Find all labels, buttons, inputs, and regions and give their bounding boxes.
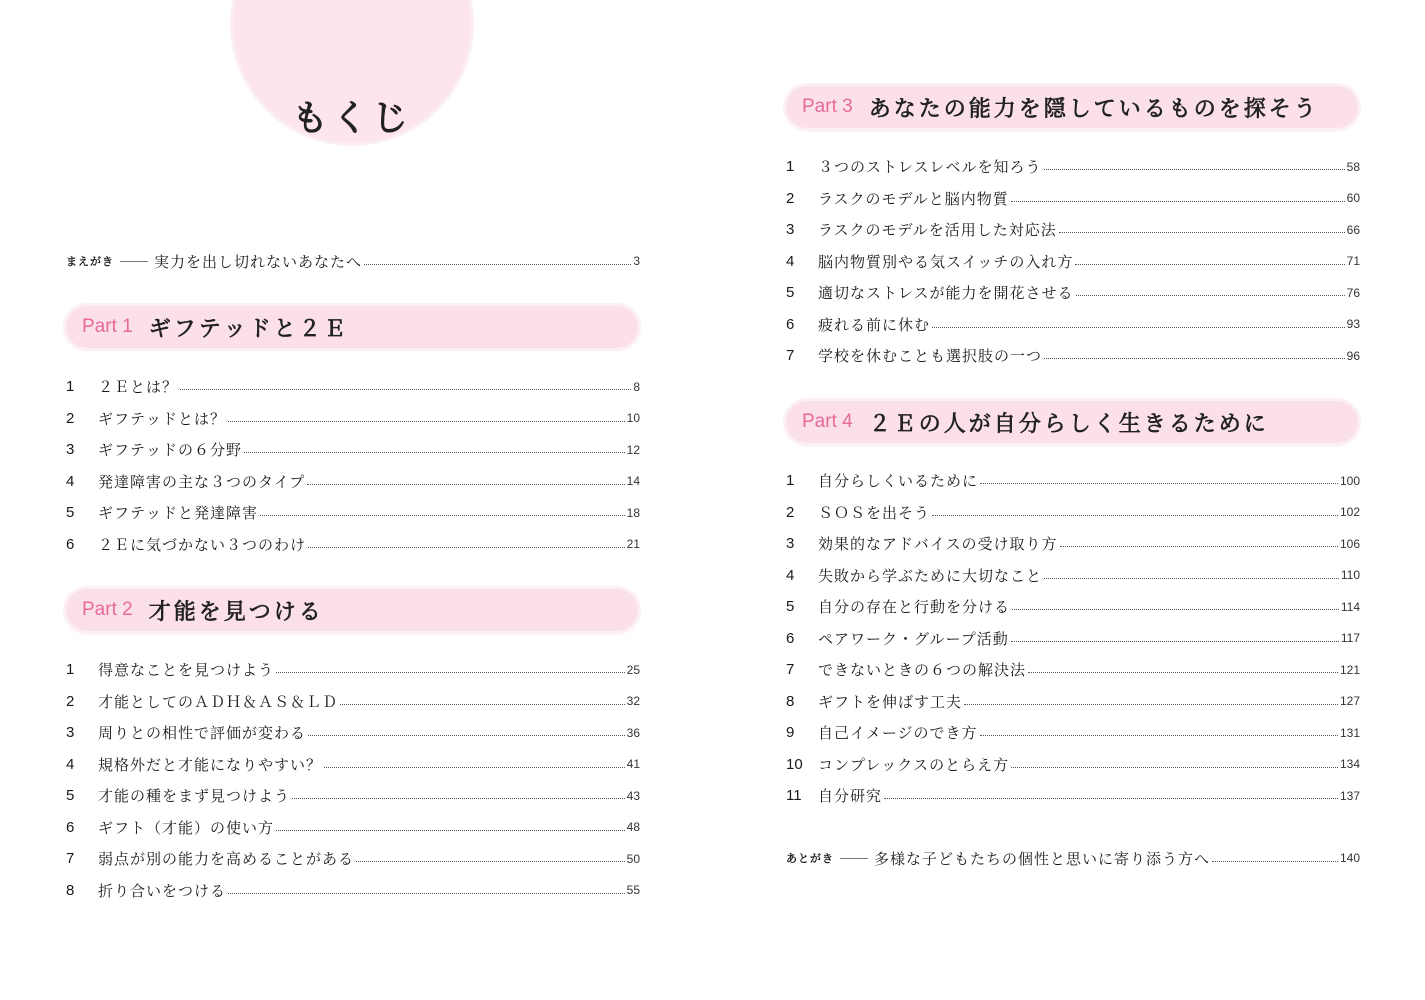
preface-entry[interactable]	[66, 250, 640, 272]
entry-title: 得意なことを見つけよう	[98, 661, 275, 680]
part-title: あなたの能力を隠しているものを探そう	[868, 96, 1319, 122]
entry-title: ラスクのモデルを活用した対応法	[818, 221, 1057, 240]
part-2-list	[66, 654, 640, 906]
part-1-list	[66, 371, 640, 560]
dot-leader	[1059, 232, 1345, 233]
dot-leader	[1076, 295, 1345, 296]
entry-title: 効果的なアドバイスの受け取り方	[818, 535, 1058, 554]
preface-title: 実力を出し切れないあなたへ	[154, 252, 363, 271]
entry-number: 6	[66, 535, 75, 553]
entry-number: 3	[66, 441, 75, 459]
toc-entry[interactable]	[786, 654, 1360, 686]
dot-leader	[1060, 546, 1338, 547]
dot-leader	[980, 483, 1338, 484]
dash-divider	[120, 261, 148, 262]
toc-entry[interactable]	[66, 875, 640, 907]
dot-leader	[276, 830, 625, 831]
entry-title: 才能の種をまず見つけよう	[98, 787, 291, 806]
afterword-tag: あとがき	[786, 852, 834, 865]
part-3-header[interactable]	[786, 86, 1358, 128]
entry-page: 14	[626, 474, 640, 489]
entry-number: 1	[66, 378, 75, 396]
entry-title: 自分らしくいるために	[818, 472, 979, 491]
entry-page: 43	[626, 788, 640, 803]
preface-page: 3	[633, 254, 640, 268]
afterword-entry[interactable]	[786, 847, 1360, 869]
entry-page: 96	[1346, 348, 1360, 363]
toc-entry[interactable]	[786, 151, 1360, 183]
toc-entry[interactable]	[786, 277, 1360, 309]
dot-leader	[260, 515, 625, 516]
preface-tag: まえがき	[66, 255, 114, 268]
entry-title: 学校を休むことも選択肢の一つ	[818, 347, 1043, 366]
entry-page: 18	[626, 505, 640, 520]
entry-page: 121	[1339, 662, 1360, 677]
entry-title: コンプレックスのとらえ方	[818, 755, 1010, 774]
entry-number: 7	[66, 850, 75, 868]
entry-number: 4	[66, 472, 75, 490]
entry-page: 131	[1339, 725, 1360, 740]
dot-leader	[1075, 264, 1344, 265]
entry-number: 1	[786, 472, 795, 490]
entry-number: 2	[786, 189, 795, 207]
entry-page: 21	[626, 537, 640, 552]
entry-page: 76	[1346, 285, 1360, 300]
entry-title: ラスクのモデルと脳内物質	[818, 189, 1009, 208]
dot-leader	[1011, 767, 1338, 768]
part-title: ギフテッドと２Ｅ	[148, 316, 349, 342]
entry-title: 折り合いをつける	[98, 881, 227, 900]
entry-number: 5	[66, 787, 75, 805]
toc-entry[interactable]	[786, 591, 1360, 623]
entry-title: 規格外だと才能になりやすい？	[98, 755, 323, 774]
entry-number: 10	[786, 755, 803, 773]
entry-page: 41	[626, 757, 640, 772]
toc-entry[interactable]	[66, 403, 640, 435]
entry-page: 110	[1340, 568, 1360, 583]
entry-title: 周りとの相性で評価が変わる	[98, 724, 307, 743]
dot-leader	[1028, 672, 1338, 673]
entry-number: 4	[786, 566, 795, 584]
entry-title: 脳内物質別やる気スイッチの入れ方	[818, 252, 1074, 271]
entry-number: 2	[786, 503, 795, 521]
toc-entry[interactable]	[66, 371, 640, 403]
entry-page: 50	[626, 851, 640, 866]
entry-page: 48	[626, 820, 640, 835]
entry-title: できないときの６つの解決法	[818, 661, 1027, 680]
entry-number: 2	[66, 409, 75, 427]
part-label: Part 2	[82, 599, 133, 620]
part-3-list	[786, 151, 1360, 372]
entry-number: 3	[66, 724, 75, 742]
part-2-header[interactable]	[66, 589, 638, 631]
part-title: ２Ｅの人が自分らしく生きるために	[868, 411, 1269, 437]
dot-leader	[1212, 861, 1338, 862]
dot-leader	[324, 767, 625, 768]
entry-title: ギフト（才能）の使い方	[98, 818, 275, 837]
entry-title: ギフテッドの６分野	[98, 441, 243, 460]
entry-number: 5	[786, 598, 795, 616]
dot-leader	[364, 264, 631, 265]
entry-number: 1	[786, 158, 795, 176]
entry-page: 58	[1346, 159, 1360, 174]
dot-leader	[1011, 201, 1345, 202]
toc-entry[interactable]	[786, 717, 1360, 749]
entry-page: 32	[626, 694, 640, 709]
entry-title: 自分の存在と行動を分ける	[818, 598, 1011, 617]
toc-entry[interactable]	[786, 528, 1360, 560]
page-title: もくじ	[291, 98, 412, 139]
entry-title: ＳＯＳを出そう	[818, 503, 931, 522]
entry-number: 9	[786, 724, 795, 742]
entry-title: ２Ｅとは？	[98, 378, 179, 397]
entry-page: 36	[626, 725, 640, 740]
entry-number: 6	[786, 629, 795, 647]
toc-entry[interactable]	[66, 529, 640, 561]
entry-number: 7	[786, 661, 795, 679]
entry-title: 適切なストレスが能力を開花させる	[818, 284, 1074, 303]
entry-number: 3	[786, 535, 795, 553]
entry-title: 自分研究	[818, 787, 883, 806]
entry-page: 71	[1346, 254, 1360, 269]
toc-entry[interactable]	[786, 749, 1360, 781]
entry-page: 25	[626, 662, 640, 677]
dot-leader	[308, 735, 625, 736]
dot-leader	[308, 547, 625, 548]
toc-entry[interactable]	[786, 183, 1360, 215]
dot-leader	[292, 798, 625, 799]
toc-entry[interactable]	[66, 434, 640, 466]
entry-page: 106	[1339, 536, 1360, 551]
dot-leader	[180, 389, 631, 390]
dot-leader	[276, 672, 625, 673]
toc-entry[interactable]	[66, 497, 640, 529]
entry-title: ３つのストレスレベルを知ろう	[818, 158, 1042, 177]
entry-page: 66	[1346, 222, 1360, 237]
toc-entry[interactable]	[66, 843, 640, 875]
dot-leader	[884, 798, 1338, 799]
dot-leader	[1012, 609, 1339, 610]
entry-number: 8	[66, 881, 75, 899]
dash-divider	[840, 858, 868, 859]
toc-entry[interactable]	[66, 780, 640, 812]
entry-page: 102	[1339, 505, 1360, 520]
entry-page: 114	[1340, 599, 1360, 614]
entry-number: 4	[66, 755, 75, 773]
entry-number: 4	[786, 252, 795, 270]
toc-entry[interactable]	[786, 497, 1360, 529]
entry-page: 10	[626, 411, 640, 426]
entry-page: 127	[1339, 694, 1360, 709]
entry-number: 7	[786, 347, 795, 365]
entry-page: 117	[1340, 631, 1360, 646]
entry-number: 6	[66, 818, 75, 836]
toc-entry[interactable]	[66, 812, 640, 844]
part-title: 才能を見つける	[148, 599, 324, 625]
entry-title: ギフテッドと発達障害	[98, 504, 259, 523]
entry-title: 自己イメージのでき方	[818, 724, 978, 743]
entry-title: 才能としてのＡＤＨ＆ＡＳ＆ＬＤ	[98, 692, 339, 711]
afterword-page: 140	[1339, 851, 1360, 865]
toc-entry[interactable]	[66, 654, 640, 686]
toc-entry[interactable]	[786, 465, 1360, 497]
dot-leader	[1044, 578, 1339, 579]
entry-page: 55	[626, 883, 640, 898]
entry-title: 失敗から学ぶために大切なこと	[818, 566, 1043, 585]
entry-title: ２Ｅに気づかない３つのわけ	[98, 535, 307, 554]
entry-title: 疲れる前に休む	[818, 315, 931, 334]
toc-entry[interactable]	[786, 246, 1360, 278]
dot-leader	[980, 735, 1338, 736]
part-4-header[interactable]	[786, 401, 1358, 443]
dot-leader	[228, 421, 625, 422]
toc-entry[interactable]	[786, 340, 1360, 372]
entry-page: 93	[1346, 317, 1360, 332]
entry-page: 8	[633, 379, 640, 394]
toc-entry[interactable]	[66, 717, 640, 749]
part-label: Part 1	[82, 316, 133, 337]
dot-leader	[244, 452, 625, 453]
toc-entry[interactable]	[786, 214, 1360, 246]
toc-entry[interactable]	[66, 466, 640, 498]
dot-leader	[932, 515, 1338, 516]
toc-entry[interactable]	[786, 686, 1360, 718]
entry-number: 1	[66, 661, 75, 679]
dot-leader	[228, 893, 625, 894]
entry-page: 137	[1339, 788, 1360, 803]
entry-title: ギフテッドとは？	[98, 409, 227, 428]
dot-leader	[356, 861, 625, 862]
entry-number: 6	[786, 315, 795, 333]
dot-leader	[1044, 358, 1345, 359]
dot-leader	[340, 704, 625, 705]
entry-title: ペアワーク・グループ活動	[818, 629, 1009, 648]
toc-entry[interactable]	[786, 560, 1360, 592]
part-4-list	[786, 465, 1360, 812]
dot-leader	[1011, 641, 1339, 642]
part-1-header[interactable]	[66, 306, 638, 348]
toc-entry[interactable]	[66, 749, 640, 781]
toc-entry[interactable]	[786, 780, 1360, 812]
toc-entry[interactable]	[786, 309, 1360, 341]
dot-leader	[932, 327, 1345, 328]
part-label: Part 3	[802, 96, 853, 117]
entry-page: 100	[1339, 473, 1360, 488]
entry-page: 12	[626, 442, 640, 457]
toc-entry[interactable]	[66, 686, 640, 718]
entry-title: 発達障害の主な３つのタイプ	[98, 472, 306, 491]
toc-entry[interactable]	[786, 623, 1360, 655]
entry-number: 8	[786, 692, 795, 710]
entry-title: ギフトを伸ばす工夫	[818, 692, 963, 711]
dot-leader	[964, 704, 1338, 705]
entry-page: 60	[1346, 191, 1360, 206]
dot-leader	[1044, 169, 1345, 170]
entry-number: 3	[786, 221, 795, 239]
part-label: Part 4	[802, 411, 853, 432]
entry-number: 11	[786, 787, 802, 805]
afterword-title: 多様な子どもたちの個性と思いに寄り添う方へ	[874, 849, 1211, 868]
entry-number: 2	[66, 692, 75, 710]
entry-number: 5	[66, 504, 75, 522]
dot-leader	[307, 484, 624, 485]
entry-title: 弱点が別の能力を高めることがある	[98, 850, 355, 869]
entry-number: 5	[786, 284, 795, 302]
entry-page: 134	[1339, 757, 1360, 772]
